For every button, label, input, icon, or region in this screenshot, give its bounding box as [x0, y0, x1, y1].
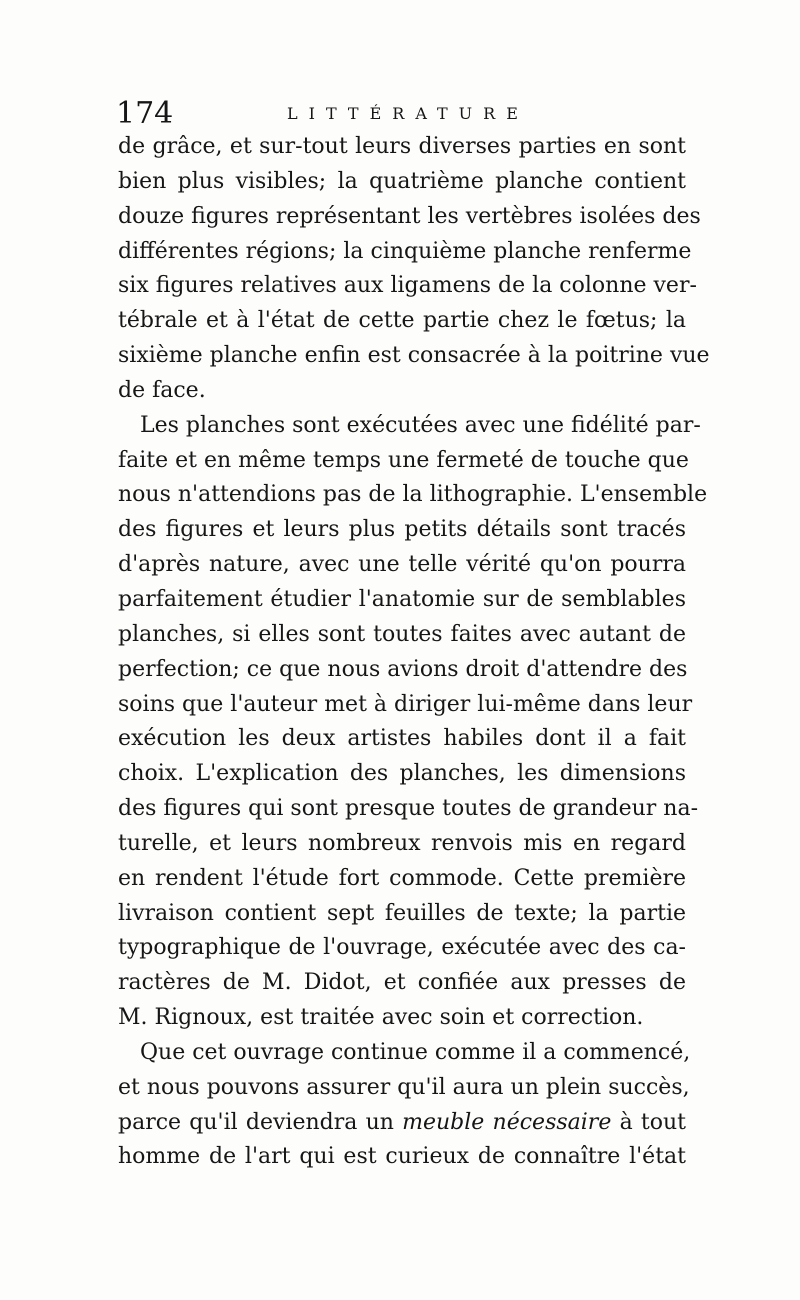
text-line: bien plus visibles; la quatrième planche contient — [118, 168, 686, 194]
running-head: LITTÉRATURE — [287, 104, 529, 123]
text-line: des figures qui sont presque toutes de grandeur na- — [118, 796, 699, 822]
text-line: six figures relatives aux ligamens de la colonne ver- — [118, 273, 697, 299]
text-line: soins que l'auteur met à diriger lui-même dans leur — [118, 691, 693, 717]
text-line: faite et en même temps une fermeté de touche que — [118, 447, 689, 473]
text-line: turelle, et leurs nombreux renvois mis en regard — [118, 830, 686, 856]
text-line: douze figures représentant les vertèbres isolées des — [118, 203, 701, 229]
text-line: ractères de M. Didot, et confiée aux presses de — [118, 970, 686, 996]
text-line: perfection; ce que nous avions droit d'attendre des — [118, 656, 688, 682]
text-line: en rendent l'étude fort commode. Cette première — [118, 865, 686, 891]
text-run: parce qu'il deviendra un — [118, 1109, 403, 1135]
italic-run: meuble nécessaire — [402, 1109, 612, 1135]
text-line: M. Rignoux, est traitée avec soin et correction. — [118, 1005, 644, 1031]
text-run: à tout — [611, 1109, 686, 1135]
text-line: et nous pouvons assurer qu'il aura un plein succès, — [118, 1074, 690, 1100]
text-line: choix. L'explication des planches, les dimensions — [118, 761, 686, 787]
text-line: d'après nature, avec une telle vérité qu'on pourra — [118, 552, 686, 578]
text-line: planches, si elles sont toutes faites avec autant de — [118, 621, 686, 647]
text-line: tébrale et à l'état de cette partie chez le fœtus; la — [118, 308, 686, 334]
text-line: nous n'attendions pas de la lithographie. L'ensemble — [118, 482, 708, 508]
text-line: de face. — [118, 377, 206, 403]
text-line: différentes régions; la cinquième planche renferme — [118, 238, 692, 264]
body-text — [118, 130, 710, 1175]
text-line: homme de l'art qui est curieux de connaître l'état — [118, 1144, 686, 1170]
page-number: 174 — [116, 96, 174, 131]
text-line-with-italic — [118, 1106, 686, 1141]
text-line: typographique de l'ouvrage, exécutée avec des ca- — [118, 935, 686, 961]
paragraph-start-line: Que cet ouvrage continue comme il a commencé, — [140, 1039, 691, 1065]
text-line: livraison contient sept feuilles de texte; la partie — [118, 900, 686, 926]
text-line: parfaitement étudier l'anatomie sur de semblables — [118, 586, 686, 612]
text-line: exécution les deux artistes habiles dont il a fait — [118, 726, 686, 752]
text-line: des figures et leurs plus petits détails sont tracés — [118, 517, 686, 543]
text-line: de grâce, et sur-tout leurs diverses parties en sont — [118, 134, 686, 159]
text-line: sixième planche enfin est consacrée à la poitrine vue — [118, 343, 710, 369]
paragraph-start-line: Les planches sont exécutées avec une fidélité par- — [140, 412, 701, 438]
